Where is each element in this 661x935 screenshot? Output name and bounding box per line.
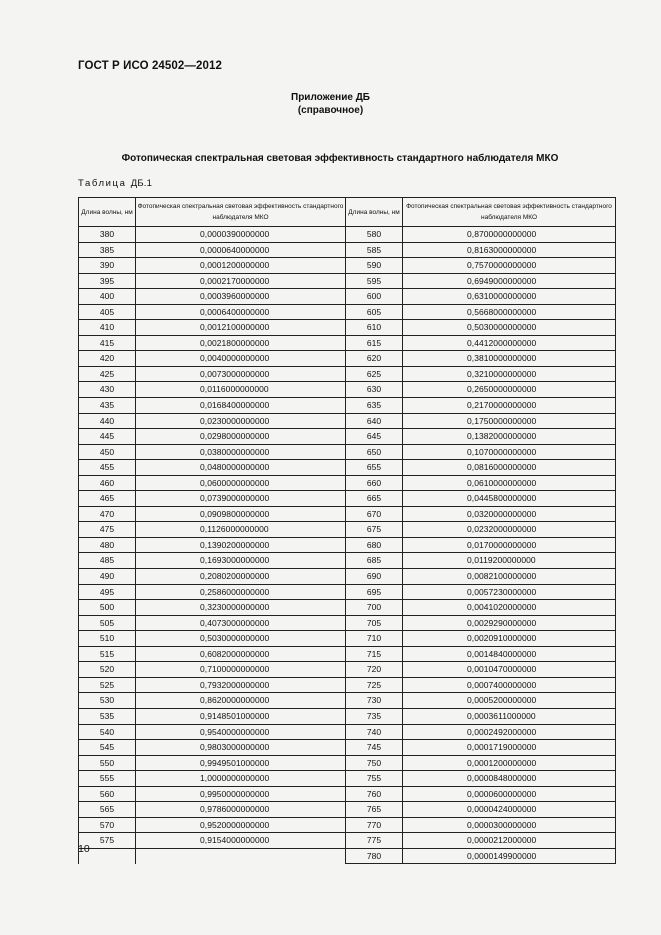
table-row bbox=[79, 662, 616, 678]
wavelength-cell: 525 bbox=[79, 677, 136, 693]
wavelength-cell: 560 bbox=[79, 786, 136, 802]
wavelength-cell: 470 bbox=[79, 506, 136, 522]
table-row bbox=[79, 569, 616, 585]
wavelength-cell: 490 bbox=[79, 569, 136, 585]
efficiency-cell: 0,0000149900000 bbox=[403, 848, 616, 864]
efficiency-cell: 0,0600000000000 bbox=[136, 475, 346, 491]
efficiency-cell: 0,0320000000000 bbox=[403, 506, 616, 522]
efficiency-cell: 0,8163000000000 bbox=[403, 242, 616, 258]
table-row bbox=[79, 833, 616, 849]
table-row bbox=[79, 537, 616, 553]
efficiency-cell: 0,0739000000000 bbox=[136, 491, 346, 507]
efficiency-cell: 0,6949000000000 bbox=[403, 273, 616, 289]
efficiency-cell: 0,1693000000000 bbox=[136, 553, 346, 569]
wavelength-cell: 705 bbox=[346, 615, 403, 631]
efficiency-cell: 0,1382000000000 bbox=[403, 429, 616, 445]
table-row bbox=[79, 817, 616, 833]
efficiency-cell: 0,0909800000000 bbox=[136, 506, 346, 522]
efficiency-cell: 0,3230000000000 bbox=[136, 600, 346, 616]
table-row bbox=[79, 646, 616, 662]
table-row bbox=[79, 382, 616, 398]
efficiency-cell: 0,9786000000000 bbox=[136, 802, 346, 818]
efficiency-cell: 0,8620000000000 bbox=[136, 693, 346, 709]
wavelength-cell: 760 bbox=[346, 786, 403, 802]
wavelength-cell: 450 bbox=[79, 444, 136, 460]
efficiency-cell: 0,9154000000000 bbox=[136, 833, 346, 849]
wavelength-cell: 625 bbox=[346, 366, 403, 382]
wavelength-cell: 640 bbox=[346, 413, 403, 429]
wavelength-cell: 575 bbox=[79, 833, 136, 849]
luminous-efficiency-table bbox=[78, 197, 616, 864]
efficiency-cell: 0,0041020000000 bbox=[403, 600, 616, 616]
efficiency-cell: 0,0020910000000 bbox=[403, 631, 616, 647]
efficiency-cell: 0,1126000000000 bbox=[136, 522, 346, 538]
efficiency-cell: 0,0073000000000 bbox=[136, 366, 346, 382]
efficiency-cell: 0,1390200000000 bbox=[136, 537, 346, 553]
table-row bbox=[79, 708, 616, 724]
wavelength-cell: 390 bbox=[79, 258, 136, 274]
efficiency-cell: 0,9950000000000 bbox=[136, 786, 346, 802]
table-row bbox=[79, 848, 616, 864]
efficiency-cell: 0,0610000000000 bbox=[403, 475, 616, 491]
efficiency-cell: 0,0006400000000 bbox=[136, 304, 346, 320]
table-row bbox=[79, 320, 616, 336]
efficiency-cell: 0,0029290000000 bbox=[403, 615, 616, 631]
header-efficiency-left: Фотопическая спектральная световая эффективность стандартного наблюдателя МКО bbox=[136, 198, 346, 227]
table-row bbox=[79, 631, 616, 647]
efficiency-cell: 0,0002170000000 bbox=[136, 273, 346, 289]
wavelength-cell: 480 bbox=[79, 537, 136, 553]
efficiency-cell: 0,0168400000000 bbox=[136, 398, 346, 414]
wavelength-cell: 750 bbox=[346, 755, 403, 771]
wavelength-cell: 505 bbox=[79, 615, 136, 631]
efficiency-cell: 0,0445800000000 bbox=[403, 491, 616, 507]
table-row bbox=[79, 475, 616, 491]
appendix-title: Приложение ДБ bbox=[291, 92, 370, 103]
wavelength-cell: 475 bbox=[79, 522, 136, 538]
efficiency-cell: 0,0232000000000 bbox=[403, 522, 616, 538]
table-row bbox=[79, 227, 616, 243]
wavelength-cell: 590 bbox=[346, 258, 403, 274]
wavelength-cell: 740 bbox=[346, 724, 403, 740]
efficiency-cell: 0,0001200000000 bbox=[136, 258, 346, 274]
wavelength-cell: 645 bbox=[346, 429, 403, 445]
efficiency-cell: 0,2586000000000 bbox=[136, 584, 346, 600]
appendix-subtitle: (справочное) bbox=[297, 105, 364, 116]
efficiency-cell: 0,5030000000000 bbox=[403, 320, 616, 336]
table-row bbox=[79, 724, 616, 740]
wavelength-cell: 710 bbox=[346, 631, 403, 647]
wavelength-cell: 550 bbox=[79, 755, 136, 771]
wavelength-cell: 755 bbox=[346, 771, 403, 787]
table-row bbox=[79, 273, 616, 289]
efficiency-cell: 0,2170000000000 bbox=[403, 398, 616, 414]
wavelength-cell: 585 bbox=[346, 242, 403, 258]
wavelength-cell: 715 bbox=[346, 646, 403, 662]
wavelength-cell: 425 bbox=[79, 366, 136, 382]
efficiency-cell: 0,0119200000000 bbox=[403, 553, 616, 569]
wavelength-cell: 660 bbox=[346, 475, 403, 491]
table-header-row bbox=[79, 198, 616, 227]
wavelength-cell: 530 bbox=[79, 693, 136, 709]
table-row bbox=[79, 677, 616, 693]
wavelength-cell: 655 bbox=[346, 460, 403, 476]
wavelength-cell: 465 bbox=[79, 491, 136, 507]
efficiency-cell: 0,5030000000000 bbox=[136, 631, 346, 647]
efficiency-cell: 0,9540000000000 bbox=[136, 724, 346, 740]
efficiency-cell: 0,7570000000000 bbox=[403, 258, 616, 274]
wavelength-cell: 500 bbox=[79, 600, 136, 616]
wavelength-cell: 445 bbox=[79, 429, 136, 445]
wavelength-cell: 400 bbox=[79, 289, 136, 305]
wavelength-cell: 600 bbox=[346, 289, 403, 305]
wavelength-cell: 540 bbox=[79, 724, 136, 740]
efficiency-cell: 0,9803000000000 bbox=[136, 740, 346, 756]
wavelength-cell: 745 bbox=[346, 740, 403, 756]
efficiency-cell: 0,3810000000000 bbox=[403, 351, 616, 367]
wavelength-cell: 650 bbox=[346, 444, 403, 460]
efficiency-cell: 0,2080200000000 bbox=[136, 569, 346, 585]
wavelength-cell: 395 bbox=[79, 273, 136, 289]
efficiency-cell: 0,8700000000000 bbox=[403, 227, 616, 243]
header-wavelength-right: Длина волны, нм bbox=[346, 198, 403, 227]
efficiency-cell: 1,0000000000000 bbox=[136, 771, 346, 787]
efficiency-cell: 0,4073000000000 bbox=[136, 615, 346, 631]
wavelength-cell: 405 bbox=[79, 304, 136, 320]
table-row bbox=[79, 304, 616, 320]
wavelength-cell: 595 bbox=[346, 273, 403, 289]
efficiency-cell: 0,0000390000000 bbox=[136, 227, 346, 243]
wavelength-cell: 635 bbox=[346, 398, 403, 414]
efficiency-cell: 0,0000600000000 bbox=[403, 786, 616, 802]
efficiency-cell: 0,0001200000000 bbox=[403, 755, 616, 771]
wavelength-cell: 665 bbox=[346, 491, 403, 507]
wavelength-cell: 735 bbox=[346, 708, 403, 724]
table-row bbox=[79, 553, 616, 569]
efficiency-cell: 0,4412000000000 bbox=[403, 335, 616, 351]
efficiency-cell: 0,0480000000000 bbox=[136, 460, 346, 476]
table-row bbox=[79, 802, 616, 818]
appendix-heading bbox=[0, 91, 661, 117]
efficiency-cell: 0,0000424000000 bbox=[403, 802, 616, 818]
efficiency-cell: 0,0057230000000 bbox=[403, 584, 616, 600]
efficiency-cell: 0,0230000000000 bbox=[136, 413, 346, 429]
efficiency-cell: 0,0000848000000 bbox=[403, 771, 616, 787]
wavelength-cell: 515 bbox=[79, 646, 136, 662]
table-row bbox=[79, 522, 616, 538]
table-row bbox=[79, 460, 616, 476]
efficiency-cell: 0,0003960000000 bbox=[136, 289, 346, 305]
table-row bbox=[79, 755, 616, 771]
table-row bbox=[79, 786, 616, 802]
efficiency-cell: 0,0040000000000 bbox=[136, 351, 346, 367]
efficiency-cell: 0,0000212000000 bbox=[403, 833, 616, 849]
efficiency-cell: 0,9520000000000 bbox=[136, 817, 346, 833]
table-row bbox=[79, 258, 616, 274]
efficiency-cell: 0,7100000000000 bbox=[136, 662, 346, 678]
wavelength-cell: 690 bbox=[346, 569, 403, 585]
efficiency-cell: 0,0116000000000 bbox=[136, 382, 346, 398]
table-row bbox=[79, 584, 616, 600]
wavelength-cell: 605 bbox=[346, 304, 403, 320]
wavelength-cell: 630 bbox=[346, 382, 403, 398]
wavelength-cell: 430 bbox=[79, 382, 136, 398]
efficiency-cell: 0,0002492000000 bbox=[403, 724, 616, 740]
wavelength-cell: 730 bbox=[346, 693, 403, 709]
wavelength-cell: 535 bbox=[79, 708, 136, 724]
empty-cell bbox=[136, 848, 346, 864]
wavelength-cell: 780 bbox=[346, 848, 403, 864]
wavelength-cell: 440 bbox=[79, 413, 136, 429]
efficiency-cell: 0,0170000000000 bbox=[403, 537, 616, 553]
efficiency-cell: 0,0298000000000 bbox=[136, 429, 346, 445]
wavelength-cell: 510 bbox=[79, 631, 136, 647]
wavelength-cell: 670 bbox=[346, 506, 403, 522]
table-row bbox=[79, 242, 616, 258]
wavelength-cell: 565 bbox=[79, 802, 136, 818]
efficiency-cell: 0,7932000000000 bbox=[136, 677, 346, 693]
table-row bbox=[79, 429, 616, 445]
header-wavelength-left: Длина волны, нм bbox=[79, 198, 136, 227]
standard-designation: ГОСТ Р ИСО 24502—2012 bbox=[78, 60, 223, 72]
wavelength-cell: 415 bbox=[79, 335, 136, 351]
table-row bbox=[79, 600, 616, 616]
wavelength-cell: 460 bbox=[79, 475, 136, 491]
efficiency-cell: 0,6082000000000 bbox=[136, 646, 346, 662]
efficiency-cell: 0,0380000000000 bbox=[136, 444, 346, 460]
table-caption-label: Таблица bbox=[78, 178, 127, 189]
table-row bbox=[79, 413, 616, 429]
efficiency-cell: 0,0012100000000 bbox=[136, 320, 346, 336]
efficiency-cell: 0,0007400000000 bbox=[403, 677, 616, 693]
efficiency-cell: 0,2650000000000 bbox=[403, 382, 616, 398]
wavelength-cell: 410 bbox=[79, 320, 136, 336]
wavelength-cell: 435 bbox=[79, 398, 136, 414]
wavelength-cell: 570 bbox=[79, 817, 136, 833]
table-row bbox=[79, 491, 616, 507]
wavelength-cell: 615 bbox=[346, 335, 403, 351]
efficiency-cell: 0,0021800000000 bbox=[136, 335, 346, 351]
table-row bbox=[79, 740, 616, 756]
wavelength-cell: 725 bbox=[346, 677, 403, 693]
table-row bbox=[79, 366, 616, 382]
table-row bbox=[79, 693, 616, 709]
efficiency-cell: 0,0082100000000 bbox=[403, 569, 616, 585]
wavelength-cell: 555 bbox=[79, 771, 136, 787]
efficiency-cell: 0,0010470000000 bbox=[403, 662, 616, 678]
header-efficiency-right: Фотопическая спектральная световая эффективность стандартного наблюдателя МКО bbox=[403, 198, 616, 227]
wavelength-cell: 675 bbox=[346, 522, 403, 538]
efficiency-cell: 0,3210000000000 bbox=[403, 366, 616, 382]
table-row bbox=[79, 444, 616, 460]
wavelength-cell: 495 bbox=[79, 584, 136, 600]
wavelength-cell: 685 bbox=[346, 553, 403, 569]
wavelength-cell: 610 bbox=[346, 320, 403, 336]
wavelength-cell: 580 bbox=[346, 227, 403, 243]
efficiency-cell: 0,0816000000000 bbox=[403, 460, 616, 476]
page-number: 10 bbox=[78, 843, 90, 855]
table-row bbox=[79, 351, 616, 367]
table-row bbox=[79, 615, 616, 631]
wavelength-cell: 380 bbox=[79, 227, 136, 243]
table-caption-number: ДБ.1 bbox=[130, 178, 153, 189]
efficiency-cell: 0,5668000000000 bbox=[403, 304, 616, 320]
efficiency-cell: 0,0000300000000 bbox=[403, 817, 616, 833]
efficiency-cell: 0,1750000000000 bbox=[403, 413, 616, 429]
wavelength-cell: 680 bbox=[346, 537, 403, 553]
efficiency-cell: 0,6310000000000 bbox=[403, 289, 616, 305]
efficiency-cell: 0,9949501000000 bbox=[136, 755, 346, 771]
table-row bbox=[79, 335, 616, 351]
wavelength-cell: 545 bbox=[79, 740, 136, 756]
wavelength-cell: 520 bbox=[79, 662, 136, 678]
wavelength-cell: 420 bbox=[79, 351, 136, 367]
efficiency-cell: 0,1070000000000 bbox=[403, 444, 616, 460]
wavelength-cell: 700 bbox=[346, 600, 403, 616]
wavelength-cell: 765 bbox=[346, 802, 403, 818]
table-row bbox=[79, 289, 616, 305]
table-row bbox=[79, 506, 616, 522]
wavelength-cell: 770 bbox=[346, 817, 403, 833]
document-title: Фотопическая спектральная световая эффективность стандартного наблюдателя МКО bbox=[121, 153, 559, 164]
wavelength-cell: 485 bbox=[79, 553, 136, 569]
efficiency-cell: 0,0005200000000 bbox=[403, 693, 616, 709]
efficiency-cell: 0,0003611000000 bbox=[403, 708, 616, 724]
table-row bbox=[79, 398, 616, 414]
wavelength-cell: 455 bbox=[79, 460, 136, 476]
efficiency-cell: 0,0014840000000 bbox=[403, 646, 616, 662]
table-row bbox=[79, 771, 616, 787]
wavelength-cell: 775 bbox=[346, 833, 403, 849]
wavelength-cell: 620 bbox=[346, 351, 403, 367]
wavelength-cell: 385 bbox=[79, 242, 136, 258]
efficiency-cell: 0,0001719000000 bbox=[403, 740, 616, 756]
table-caption bbox=[78, 178, 152, 189]
wavelength-cell: 720 bbox=[346, 662, 403, 678]
efficiency-cell: 0,9148501000000 bbox=[136, 708, 346, 724]
table-body bbox=[79, 227, 616, 864]
wavelength-cell: 695 bbox=[346, 584, 403, 600]
efficiency-cell: 0,0000640000000 bbox=[136, 242, 346, 258]
